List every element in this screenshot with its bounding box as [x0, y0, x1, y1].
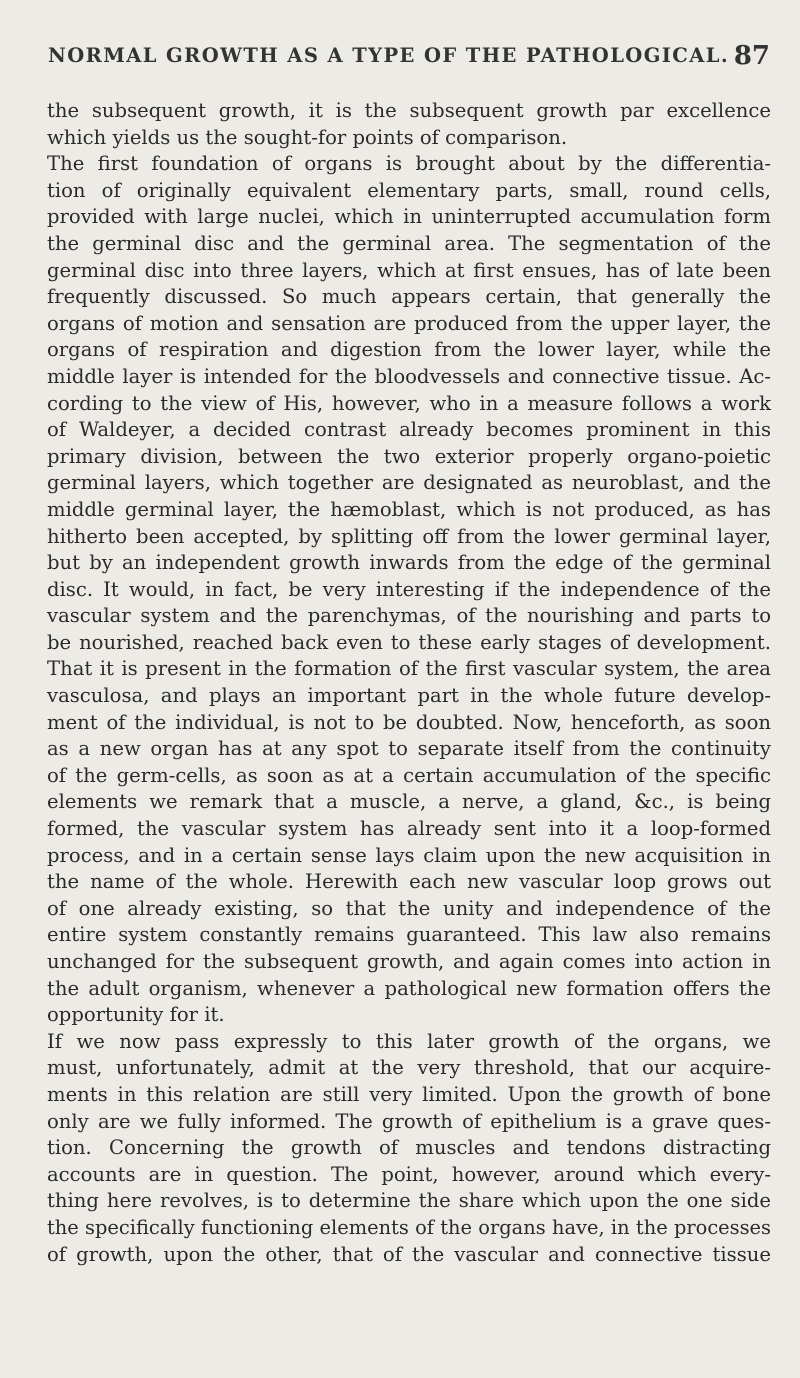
page-number: 87 — [733, 41, 770, 71]
text-line: vasculosa, and plays an important part in the whole future develop- — [47, 684, 771, 708]
text-line: provided with large nuclei, which in uninterrupted accumulation form — [47, 205, 771, 229]
text-line: entire system constantly remains guaranteed. This law also remains — [47, 923, 771, 947]
text-line: which yields us the sought-for points of comparison. — [47, 125, 568, 149]
text-line: primary division, between the two exterior properly organo-poietic — [47, 444, 771, 468]
text-line: the specifically functioning elements of the organs have, in the processes — [47, 1215, 771, 1239]
text-line: If we now pass expressly to this later growth of the organs, we — [47, 1029, 771, 1053]
text-line: the subsequent growth, it is the subsequent growth par excellence — [47, 99, 771, 122]
text-line: tion. Concerning the growth of muscles and tendons distracting — [47, 1136, 771, 1160]
body-text — [47, 98, 771, 1268]
text-line: of Waldeyer, a decided contrast already becomes prominent in this — [47, 418, 771, 442]
text-line: the germinal disc and the germinal area. The segmentation of the — [47, 231, 771, 255]
text-line: be nourished, reached back even to these early stages of development. — [47, 630, 771, 654]
text-line: That it is present in the formation of the first vascular system, the area — [47, 657, 771, 681]
text-line: opportunity for it. — [47, 1003, 225, 1027]
text-line: vascular system and the parenchymas, of the nourishing and parts to — [47, 604, 771, 628]
text-line: thing here revolves, is to determine the share which upon the one side — [47, 1189, 771, 1213]
text-line: the name of the whole. Herewith each new vascular loop grows out — [47, 870, 771, 894]
text-line: cording to the view of His, however, who in a measure follows a work — [47, 391, 771, 415]
page-header — [48, 41, 770, 80]
text-line: but by an independent growth inwards from the edge of the germinal — [47, 551, 771, 575]
text-line: ments in this relation are still very limited. Upon the growth of bone — [47, 1082, 771, 1106]
text-line: germinal layers, which together are designated as neuroblast, and the — [47, 471, 771, 495]
text-line: as a new organ has at any spot to separate itself from the continuity — [47, 737, 771, 761]
text-line: tion of originally equivalent elementary parts, small, round cells, — [47, 178, 771, 202]
text-line: of the germ-cells, as soon as at a certain accumulation of the specific — [47, 763, 771, 787]
text-line: frequently discussed. So much appears certain, that generally the — [47, 285, 771, 309]
text-line: unchanged for the subsequent growth, and again comes into action in — [47, 950, 771, 973]
text-line: organs of motion and sensation are produced from the upper layer, the — [47, 311, 771, 335]
text-line: elements we remark that a muscle, a nerve, a gland, &c., is being — [47, 790, 771, 814]
text-line: accounts are in question. The point, however, around which every- — [47, 1162, 771, 1186]
text-line: of one already existing, so that the unity and independence of the — [47, 896, 771, 920]
text-line: formed, the vascular system has already sent into it a loop-formed — [47, 817, 771, 841]
running-title: NORMAL GROWTH AS A TYPE OF THE PATHOLOGICAL. — [48, 44, 730, 67]
text-line: middle layer is intended for the bloodvessels and connective tissue. Ac- — [47, 364, 771, 388]
text-line: middle germinal layer, the hæmoblast, which is not produced, as has — [47, 497, 771, 521]
text-line: The first foundation of organs is brought about by the differentia- — [47, 152, 771, 176]
text-line: hitherto been accepted, by splitting off from the lower germinal layer, — [47, 524, 771, 548]
text-line: germinal disc into three layers, which at first ensues, has of late been — [47, 258, 771, 282]
text-line: only are we fully informed. The growth of epithelium is a grave ques- — [47, 1109, 771, 1133]
text-line: must, unfortunately, admit at the very threshold, that our acquire- — [47, 1056, 771, 1080]
text-line: process, and in a certain sense lays claim upon the new acquisition in — [47, 843, 771, 867]
text-line: of growth, upon the other, that of the vascular and connective tissue — [47, 1242, 771, 1266]
text-line: disc. It would, in fact, be very interesting if the independence of the — [47, 577, 771, 601]
text-line: the adult organism, whenever a pathological new formation offers the — [47, 976, 771, 1000]
text-line: ment of the individual, is not to be doubted. Now, henceforth, as soon — [47, 710, 771, 734]
text-line: organs of respiration and digestion from the lower layer, while the — [47, 338, 771, 362]
